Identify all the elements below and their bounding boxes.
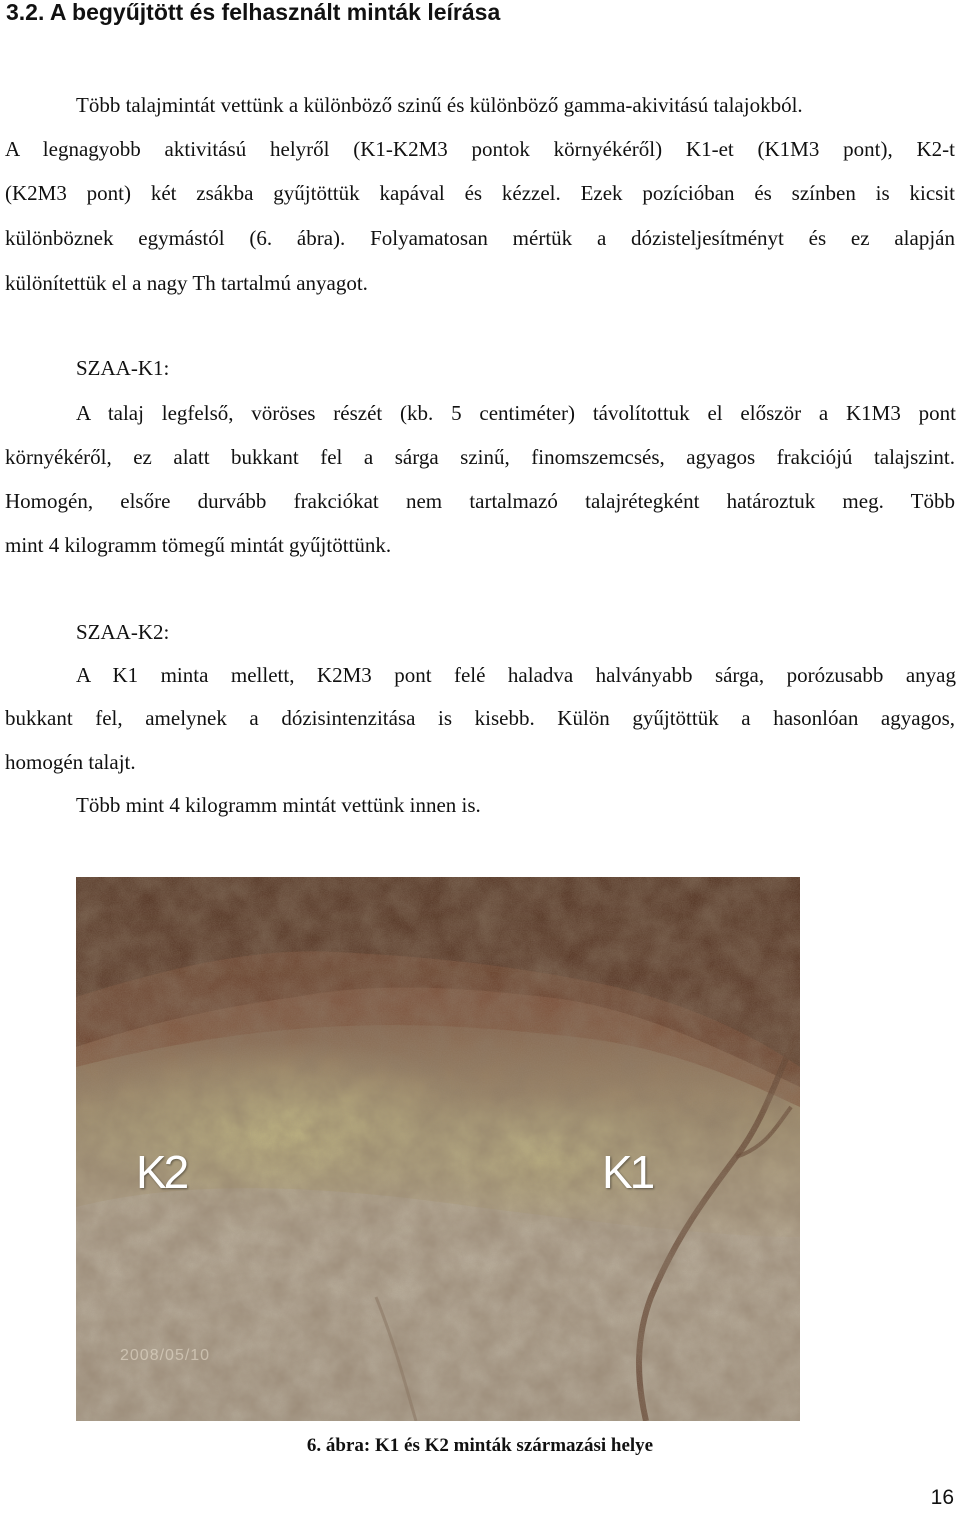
photo-label-k1: K1 [602, 1146, 653, 1198]
intro-line-3: (K2M3 pont) két zsákba gyűjtöttük kapával és kézzel. Ezek pozícióban és színben is kicsit [5, 181, 955, 205]
sample-k1-line-1: A talaj legfelső, vöröses részét (kb. 5 centiméter) távolítottuk el először a K1M3 pont [76, 401, 956, 425]
page-number: 16 [930, 1486, 954, 1509]
sample-k2-line-1: A K1 minta mellett, K2M3 pont felé haladva halványabb sárga, porózusabb anyag [76, 663, 956, 687]
sample-k1-line-2: környékéről, ez alatt bukkant fel a sárga szinű, finomszemcsés, agyagos frakciójú talajszint. [5, 445, 955, 469]
sample-k2-line-2: bukkant fel, amelynek a dózisintenzitása is kisebb. Külön gyűjtöttük a hasonlóan agyagos, [5, 706, 955, 730]
sample-k1-label: SZAA-K1: [76, 356, 170, 380]
intro-line-5: különítettük el a nagy Th tartalmú anyagot. [5, 271, 368, 295]
intro-line-2: A legnagyobb aktivitású helyről (K1-K2M3 pontok környékéről) K1-et (K1M3 pont), K2-t [5, 137, 955, 161]
sample-k1-line-4: mint 4 kilogramm tömegű mintát gyűjtöttünk. [5, 533, 392, 557]
intro-line-1: Több talajmintát vettünk a különböző szinű és különböző gamma-akivitású talajokból. [76, 93, 803, 117]
photo-date-stamp: 2008/05/10 [120, 1347, 211, 1364]
section-heading: 3.2. A begyűjtött és felhasznált minták leírása [6, 0, 501, 25]
soil-sample-photo [76, 877, 800, 1421]
photo-label-k2: K2 [136, 1146, 187, 1198]
sample-k1-line-3: Homogén, elsőre durvább frakciókat nem tartalmazó talajrétegként határoztuk meg. Több [5, 489, 955, 513]
intro-line-4: különböznek egymástól (6. ábra). Folyamatosan mértük a dózisteljesítményt és ez alapján [5, 226, 955, 250]
sample-k2-line-4: Több mint 4 kilogramm mintát vettünk innen is. [76, 793, 481, 817]
figure-caption: 6. ábra: K1 és K2 minták származási helye [306, 1435, 654, 1456]
sample-k2-line-3: homogén talajt. [5, 750, 136, 774]
sample-k2-label: SZAA-K2: [76, 620, 170, 644]
